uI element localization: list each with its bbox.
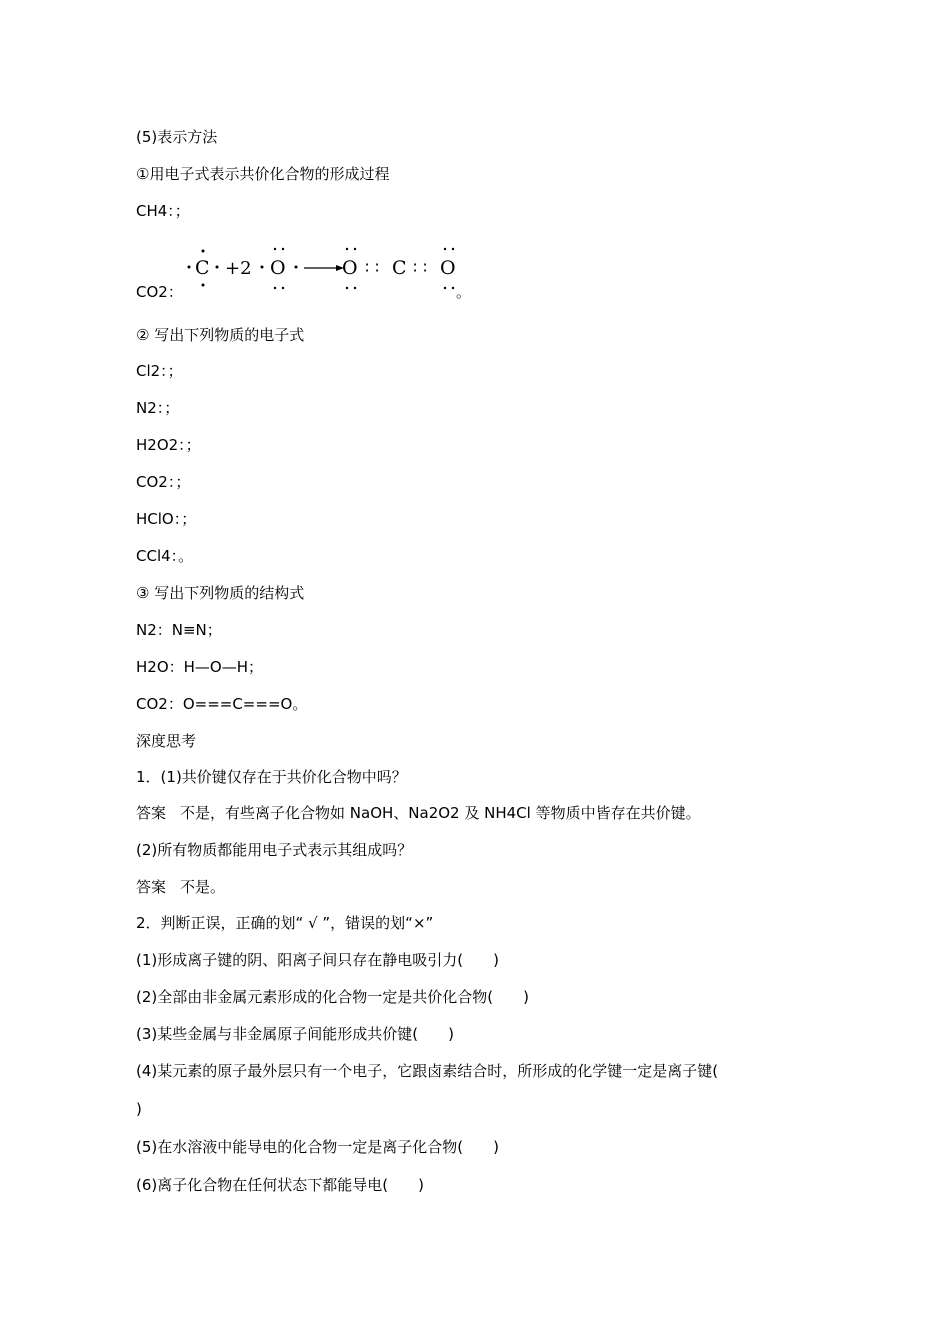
oxygen-symbol: O: [270, 257, 286, 279]
answer-text: 不是，有些离子化合物如 NaOH、Na2O2 及 NH4Cl 等物质中皆存在共价键。: [180, 804, 701, 822]
electron-dot: [274, 287, 276, 289]
judgment-item-4: (4)某元素的原子最外层只有一个电子，它跟卤素结合时，所形成的化学键一定是离子键(: [136, 1062, 719, 1080]
electron-dot: [354, 248, 356, 250]
ch4-line: CH4：；: [136, 202, 190, 220]
structural-formula-h2o: H2O：H—O—H；: [136, 658, 263, 676]
carbon-symbol-product: C: [392, 257, 407, 279]
electron-dot: [295, 266, 298, 269]
electron-formula-n2: N2：；: [136, 399, 180, 417]
electron-formula-co2: CO2：；: [136, 473, 191, 491]
electron-dot: [261, 266, 264, 269]
judgment-item-3: (3)某些金属与非金属原子间能形成共价键( ): [136, 1025, 454, 1043]
electron-formula-cl2: Cl2：；: [136, 362, 183, 380]
shared-pair-colon: ∶: [365, 258, 370, 277]
judgment-item-4-continuation: ): [136, 1100, 142, 1118]
subheading-electron-formulas: ② 写出下列物质的电子式: [136, 326, 305, 344]
answer-1-part-2: [136, 877, 225, 897]
answer-label: 答案: [136, 878, 167, 896]
electron-dot: [202, 250, 205, 253]
electron-dot: [452, 287, 454, 289]
electron-dot: [188, 266, 191, 269]
co2-formation-equation: [180, 240, 480, 296]
electron-dot: [216, 266, 219, 269]
question-2: 2．判断正误，正确的划“ √ ”，错误的划“×”: [136, 914, 434, 932]
electron-formula-ccl4: CCl4：。: [136, 547, 194, 565]
answer-label: 答案: [136, 804, 167, 822]
electron-formula-h2o2: H2O2：；: [136, 436, 201, 454]
electron-dot: [282, 248, 284, 250]
shared-pair-colon: ∶: [375, 258, 380, 277]
electron-dot: [452, 248, 454, 250]
electron-dot: [354, 287, 356, 289]
carbon-symbol: C: [195, 257, 210, 279]
judgment-item-6: (6)离子化合物在任何状态下都能导电( ): [136, 1176, 424, 1194]
structural-formula-n2: N2：N≡N；: [136, 621, 222, 639]
judgment-item-2: (2)全部由非金属元素形成的化合物一定是共价化合物( ): [136, 988, 529, 1006]
co2-label: CO2：: [136, 283, 183, 301]
electron-formula-hclo: HClO：；: [136, 510, 197, 528]
oxygen-symbol-product-2: O: [440, 257, 456, 279]
electron-dot: [282, 287, 284, 289]
electron-dot: [444, 248, 446, 250]
answer-text: 不是。: [180, 878, 226, 896]
plus-coefficient: +2: [225, 258, 252, 279]
electron-dot: [274, 248, 276, 250]
judgment-item-5: (5)在水溶液中能导电的化合物一定是离子化合物( ): [136, 1138, 499, 1156]
question-1-part-2: (2)所有物质都能用电子式表示其组成吗？: [136, 841, 413, 859]
deep-thinking-title: 深度思考: [136, 732, 197, 750]
shared-pair-colon: ∶: [423, 258, 428, 277]
answer-1: [136, 803, 701, 823]
section-heading: (5)表示方法: [136, 128, 218, 146]
oxygen-symbol-product-1: O: [342, 257, 358, 279]
co2-end-mark: 。: [456, 283, 472, 301]
subheading-structural-formulas: ③ 写出下列物质的结构式: [136, 584, 305, 602]
shared-pair-colon: ∶: [413, 258, 418, 277]
electron-dot: [202, 284, 205, 287]
judgment-item-1: (1)形成离子键的阴、阳离子间只存在静电吸引力( ): [136, 951, 499, 969]
electron-dot: [346, 287, 348, 289]
structural-formula-co2: CO2：O===C===O。: [136, 695, 308, 713]
subheading-formation: ①用电子式表示共价化合物的形成过程: [136, 165, 390, 183]
question-1: 1．(1)共价键仅存在于共价化合物中吗？: [136, 768, 407, 786]
electron-dot: [444, 287, 446, 289]
electron-dot: [346, 248, 348, 250]
